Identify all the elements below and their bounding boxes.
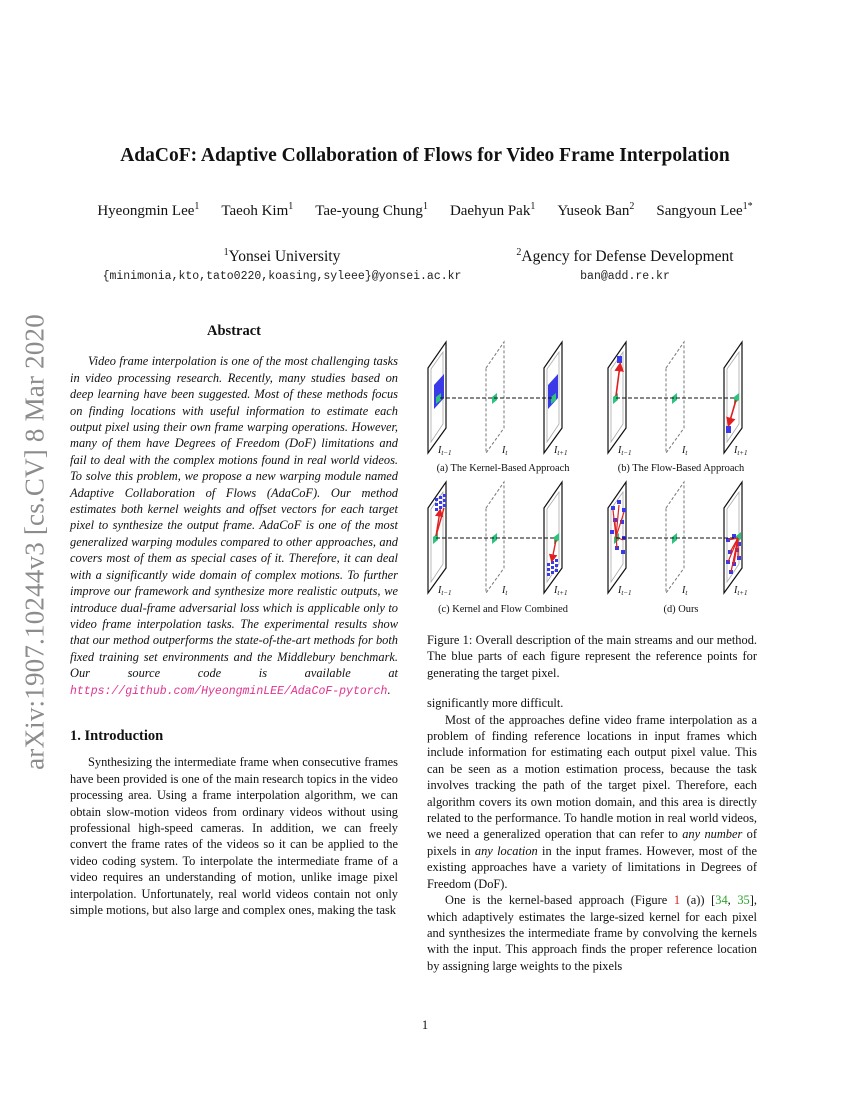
email: ban@add.re.kr (580, 270, 670, 284)
arxiv-stamp (10, 292, 60, 792)
frame-label: $I_t$ (682, 585, 688, 597)
citation[interactable]: 34 (715, 893, 728, 908)
abstract-heading: Abstract (207, 323, 261, 339)
frame-label: $I_{t-1}$ (438, 445, 452, 457)
figure-ref[interactable]: 1 (673, 893, 681, 908)
email: {minimonia,kto,tato0220,koasing,syleee}@yonsei.ac.kr (102, 270, 462, 284)
left-column (70, 323, 398, 918)
panel-c (428, 482, 562, 593)
author: Daehyun Pak$^1$ (449, 201, 536, 219)
affiliation-2: $^2$Agency for Defense Development ban@add.re.kr (505, 247, 745, 283)
subcaption-b: (b) The Flow-Based Approach (617, 463, 745, 474)
author: Sangyoun Lee$^{1*}$ (656, 201, 753, 219)
intro-paragraph: Most of the approaches define video frame interpolation as a problem of finding reference locations in input frames which include information for estimating each output pixel value. This can be seen as a motion estimation process, because the task involves tracking the path of the target pixel. Therefore, each algorithm covers its own motion domain, and this area is directly related to the performance. To handle motion in real world videos, we need a generalized operation that can refer to any number of pixels in any location in the input frames. However, most of the existing approaches have a variety of limitations in Degrees of Freedom (DoF). (427, 712, 757, 891)
frame-label: $I_{t+1}$ (554, 585, 568, 597)
panel-b (608, 342, 742, 453)
intro-paragraph: One is the kernel-based approach (Figure 1 (a)) [34, 35], which adaptively estimates the large-sized kernel for each pixel and synthesizes the intermediate frame by convolving the kernels with the input. This approach finds the proper reference location by assigning large weights to the pixels (427, 893, 757, 973)
code-link[interactable]: https://github.com/HyeongminLEE/AdaCoF-pytorch (70, 684, 388, 698)
frame-label: $I_t$ (682, 445, 688, 457)
author: Taeoh Kim$^1$ (221, 201, 294, 219)
subcaption-a: (a) The Kernel-Based Approach (436, 463, 570, 474)
author: Yuseok Ban$^2$ (557, 201, 635, 219)
intro-continuation: significantly more difficult. (427, 696, 564, 711)
frame-label: $I_{t-1}$ (618, 445, 632, 457)
frame-label: $I_{t+1}$ (734, 445, 748, 457)
author: Hyeongmin Lee$^1$ (97, 201, 200, 219)
figure-caption: Figure 1: Overall description of the main streams and our method. The blue parts of each figure represent the reference points for generating the target pixel. (427, 633, 757, 680)
subcaption-c: (c) Kernel and Flow Combined (438, 604, 568, 615)
frame-label: $I_{t-1}$ (618, 585, 632, 597)
frame-label: $I_{t+1}$ (734, 585, 748, 597)
abstract-text: Video frame interpolation is one of the most challenging tasks in video processing research. Recently, many studies based on deep learning have been suggested. Most of these methods focus on finding locations with useful information to estimate each output pixel using their own frame warping operations. However, many of them have Degrees of Freedom (DoF) limitations and fail to deal with the complex motions found in real world videos. To solve this problem, we propose a new warping module named Adaptive Collaboration of Flows (AdaCoF). Our method estimates both kernel weights and offset vectors for each target pixel to synthesize the output frame. AdaCoF is one of the most generalized warping modules compared to other approaches, and covers most of them as special cases of it. Therefore, it can deal with a significantly wide domain of complex motions. To further improve our framework and synthesize more realistic outputs, we introduce dual-frame adversarial loss which is applicable only to video frame interpolation tasks. The experimental results show that our method outperforms the state-of-the-art methods for both fixed training set environments and the Middlebury benchmark. Our source code is available at https://github.com/HyeongminLEE/AdaCoF-pytorch. (70, 354, 398, 698)
arxiv-id: arXiv:1907.10244v3 [cs.CV] 8 Mar 2020 (19, 314, 50, 770)
frame-label: $I_t$ (502, 445, 508, 457)
page-number: 1 (421, 1018, 429, 1032)
paper-title: AdaCoF: Adaptive Collaboration of Flows for Video Frame Interpolation (120, 145, 730, 166)
panel-d (608, 482, 742, 593)
frame-label: $I_t$ (502, 585, 508, 597)
citation[interactable]: 35 (737, 893, 750, 908)
frame-label: $I_{t-1}$ (438, 585, 452, 597)
frame-label: $I_{t+1}$ (554, 445, 568, 457)
author-list (40, 201, 810, 220)
panel-a (428, 342, 562, 453)
right-column (427, 632, 757, 974)
figure-1 (418, 338, 763, 618)
intro-heading: 1. Introduction (70, 727, 164, 744)
author: Tae-young Chung$^1$ (315, 201, 428, 219)
subcaption-d: (d) Ours (663, 604, 699, 615)
affiliation-1: $^1$Yonsei University {minimonia,kto,tato0220,koasing,syleee}@yonsei.ac.kr (62, 247, 502, 283)
intro-paragraph: Synthesizing the intermediate frame when consecutive frames have been provided is one of the main research topics in the video processing area. Using a frame interpolation algorithm, we can obtain slow-motion videos from ordinary videos without using professional high-speed cameras. In addition, we can freely convert the frame rates of the videos so it can be applied to the video coding system. To interpolate the intermediate frame of a video requires an understanding of motion, unlike image pixel interpolation. Unfortunately, real world videos contain not only simple motions, but also large and complex ones, making the task (70, 755, 398, 917)
